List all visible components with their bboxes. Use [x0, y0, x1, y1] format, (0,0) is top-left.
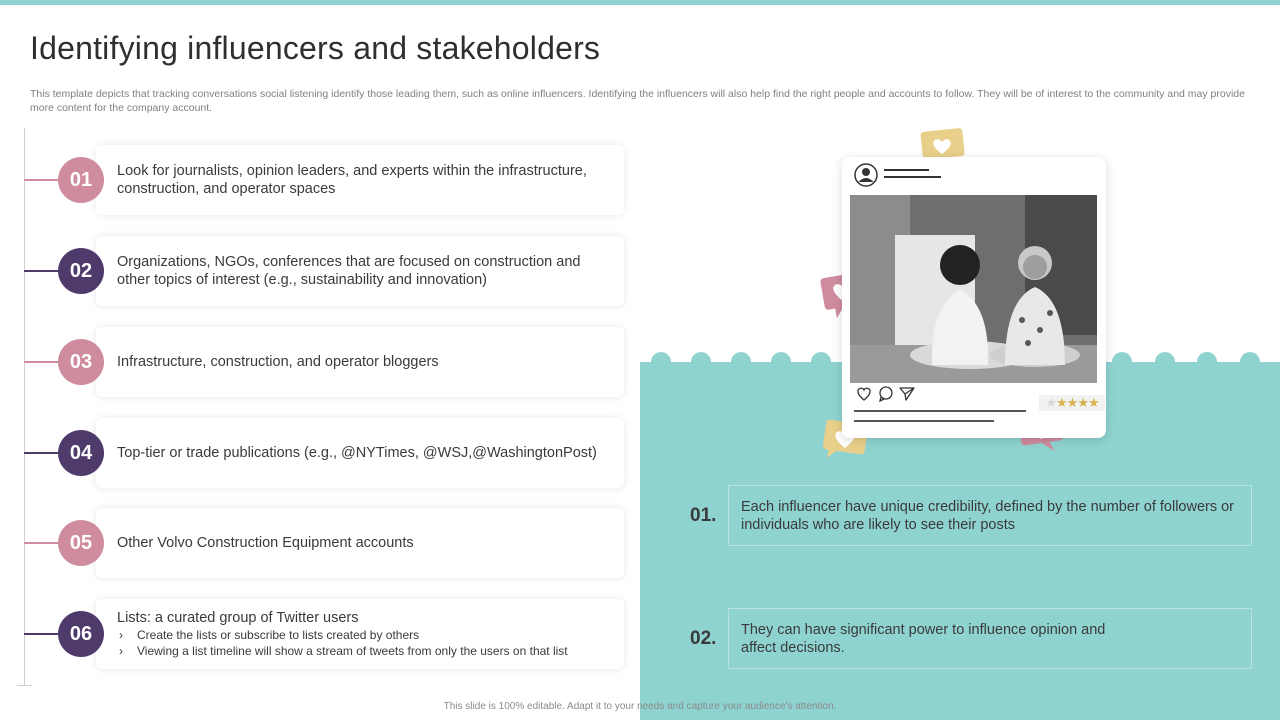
- star-filled-icon: ★: [1087, 395, 1099, 410]
- step-number-badge: 01: [58, 157, 104, 203]
- step-number-badge: 06: [58, 611, 104, 657]
- step-subitem: › Create the lists or subscribe to lists created by others: [119, 628, 420, 642]
- step-text-wrap: [117, 327, 617, 397]
- star-empty-icon: ★: [1045, 395, 1057, 410]
- scallop: [731, 352, 751, 372]
- info-text: Each influencer have unique credibility, defined by the number of followers or individuals who are likely to see their posts: [741, 498, 1235, 533]
- slide-title: Identifying influencers and stakeholders: [30, 30, 601, 66]
- step-text-wrap: [117, 418, 617, 488]
- step-text: Infrastructure, construction, and operator bloggers: [117, 354, 439, 370]
- info-box: [728, 485, 1252, 546]
- scallop: [811, 352, 831, 372]
- step-text-wrap: [117, 599, 617, 669]
- scallop: [1240, 352, 1260, 372]
- step-text: Organizations, NGOs, conferences that are focused on construction and other topics of interest (e.g., sustainability and innovation): [117, 254, 581, 288]
- scallop: [771, 352, 791, 372]
- rating-stars: [1039, 395, 1105, 411]
- scallop: [1155, 352, 1175, 372]
- slide-description: This template depicts that tracking conversations social listening identify those leading them, such as online influencers. Identifying the influencers will also help find the right people and accounts to follow. They will be of interest to the community and may provide more content for the company account.: [30, 88, 1245, 114]
- scallop: [651, 352, 671, 372]
- footer-note: This slide is 100% editable. Adapt it to your needs and capture your audience's attention.: [443, 701, 837, 712]
- step-number-badge: 02: [58, 248, 104, 294]
- info-text: They can have significant power to influence opinion and affect decisions.: [741, 621, 1106, 656]
- post-photo: [850, 195, 1097, 383]
- step-text: Top-tier or trade publications (e.g., @NYTimes, @WSJ,@WashingtonPost): [117, 445, 597, 461]
- step-subitem: › Viewing a list timeline will show a stream of tweets from only the users on that list: [119, 644, 568, 658]
- info-number: 02.: [690, 628, 717, 649]
- username-placeholder: [884, 176, 941, 178]
- step-text-wrap: [117, 145, 617, 215]
- step-06: [24, 599, 624, 669]
- step-connector: [24, 179, 60, 181]
- info-number: 01.: [690, 505, 717, 526]
- step-connector: [24, 270, 60, 272]
- step-connector: [24, 542, 60, 544]
- step-04: [24, 418, 624, 488]
- scallop: [1112, 352, 1132, 372]
- step-number-badge: 03: [58, 339, 104, 385]
- comment-icon[interactable]: [880, 387, 892, 401]
- caption-placeholder: [854, 420, 994, 422]
- scallop: [691, 352, 711, 372]
- top-accent-bar: [0, 0, 1280, 5]
- step-text: Other Volvo Construction Equipment accounts: [117, 535, 414, 551]
- step-number-badge: 05: [58, 520, 104, 566]
- step-text-wrap: [117, 508, 617, 578]
- star-filled-icon: ★: [1066, 395, 1078, 410]
- star-filled-icon: ★: [1077, 395, 1088, 410]
- caption-placeholder: [854, 410, 1026, 412]
- chevron-right-icon: ›: [119, 644, 123, 658]
- user-icon: [854, 163, 878, 187]
- scallop: [1197, 352, 1217, 372]
- username-placeholder: [884, 169, 929, 171]
- info-box: [728, 608, 1252, 669]
- step-text: Look for journalists, opinion leaders, and experts within the infrastructure, construction, and operator spaces: [117, 163, 587, 197]
- step-05: [24, 508, 624, 578]
- star-filled-icon: ★: [1056, 395, 1067, 410]
- step-01: [24, 145, 624, 215]
- send-icon[interactable]: [900, 388, 914, 400]
- step-text-wrap: [117, 236, 617, 306]
- step-connector: [24, 361, 60, 363]
- heart-icon[interactable]: [858, 388, 870, 400]
- timeline-end: [17, 685, 32, 686]
- step-02: [24, 236, 624, 306]
- chevron-right-icon: ›: [119, 628, 123, 642]
- post-actions: [856, 385, 936, 403]
- step-connector: [24, 633, 60, 635]
- step-number-badge: 04: [58, 430, 104, 476]
- step-03: [24, 327, 624, 397]
- step-connector: [24, 452, 60, 454]
- step-text: Lists: a curated group of Twitter users: [117, 610, 359, 626]
- social-post-card: [842, 157, 1106, 438]
